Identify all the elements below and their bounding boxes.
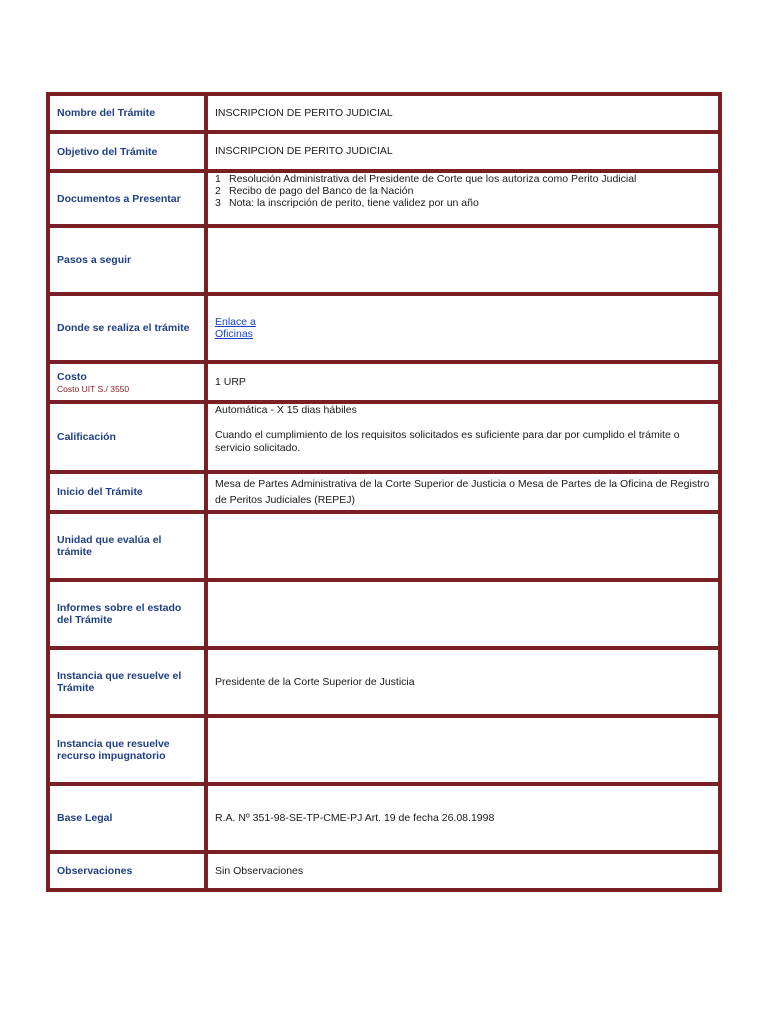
label-inicio-del-tramite: Inicio del Trámite (48, 472, 206, 512)
oficinas-link[interactable]: Enlace a Oficinas (215, 316, 256, 340)
value-objetivo-del-tramite: INSCRIPCION DE PERITO JUDICIAL (206, 132, 720, 171)
row-calificacion (48, 402, 720, 472)
label-observaciones: Observaciones (48, 852, 206, 890)
value-documentos-a-presentar (206, 171, 720, 226)
value-donde-se-realiza (206, 294, 720, 362)
value-instancia-resuelve-tramite: Presidente de la Corte Superior de Justicia (206, 648, 720, 716)
value-nombre-del-tramite: INSCRIPCION DE PERITO JUDICIAL (206, 94, 720, 132)
value-calificacion (206, 402, 720, 472)
value-instancia-recurso (206, 716, 720, 784)
row-informes (48, 580, 720, 648)
label-instancia-resuelve-tramite: Instancia que resuelve el Trámite (48, 648, 206, 716)
documents-list (215, 173, 711, 209)
row-inicio (48, 472, 720, 512)
calificacion-plazo: Automática - X 15 dias hábiles (215, 404, 357, 416)
document-item: 3 Nota: la inscripción de perito, tiene validez por un año (215, 197, 479, 209)
row-observaciones (48, 852, 720, 890)
row-instancia-resuelve (48, 648, 720, 716)
row-objetivo (48, 132, 720, 171)
label-calificacion: Calificación (48, 402, 206, 472)
value-informes-estado (206, 580, 720, 648)
row-costo (48, 362, 720, 402)
label-unidad-que-evalua: Unidad que evalúa el trámite (48, 512, 206, 580)
value-pasos-a-seguir (206, 226, 720, 294)
value-costo: 1 URP (206, 362, 720, 402)
label-pasos-a-seguir: Pasos a seguir (48, 226, 206, 294)
tramite-table (46, 92, 722, 892)
label-documentos-a-presentar: Documentos a Presentar (48, 171, 206, 226)
row-pasos (48, 226, 720, 294)
row-instancia-recurso (48, 716, 720, 784)
costo-title: Costo (57, 370, 87, 383)
label-costo (48, 362, 206, 402)
value-base-legal: R.A. Nº 351-98-SE-TP-CME-PJ Art. 19 de fecha 26.08.1998 (206, 784, 720, 852)
costo-uit-note: Costo UIT S./ 3550 (57, 383, 130, 394)
label-objetivo-del-tramite: Objetivo del Trámite (48, 132, 206, 171)
label-base-legal: Base Legal (48, 784, 206, 852)
row-nombre (48, 94, 720, 132)
label-donde-se-realiza: Donde se realiza el trámite (48, 294, 206, 362)
calificacion-descripcion: Cuando el cumplimiento de los requisitos solicitados es suficiente para dar por cumplido el trámite o servicio solicitado. (215, 429, 680, 454)
row-base-legal (48, 784, 720, 852)
label-informes-estado: Informes sobre el estado del Trámite (48, 580, 206, 648)
value-unidad-que-evalua (206, 512, 720, 580)
document-item: 2 Recibo de pago del Banco de la Nación (215, 185, 414, 197)
value-inicio-del-tramite: Mesa de Partes Administrativa de la Corte Superior de Justicia o Mesa de Partes de la Oficina de Registro de Peritos Judiciales (REPEJ) (206, 472, 720, 512)
label-instancia-recurso: Instancia que resuelve recurso impugnatorio (48, 716, 206, 784)
document-item: 1 Resolución Administrativa del Presidente de Corte que los autoriza como Perito Judicial (215, 173, 637, 185)
value-observaciones: Sin Observaciones (206, 852, 720, 890)
row-donde (48, 294, 720, 362)
row-documentos (48, 171, 720, 226)
label-nombre-del-tramite: Nombre del Trámite (48, 94, 206, 132)
row-unidad (48, 512, 720, 580)
